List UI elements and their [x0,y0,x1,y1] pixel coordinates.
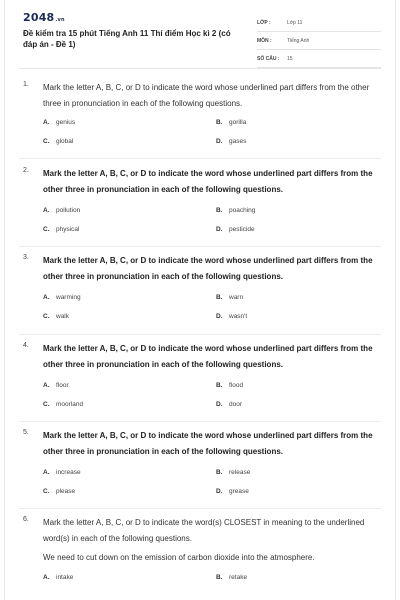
option-a[interactable] [43,207,80,214]
option-letter: C. [43,488,50,495]
question-text: Mark the letter A, B, C, or D to indicate the word whose underlined part differs from the other three in pronunciation in each of the following questions. [43,83,370,108]
option-text: gases [229,138,247,145]
option-letter: A. [43,119,50,126]
option-text: gorilla [229,119,247,126]
option-b[interactable] [216,574,247,581]
question-text: Mark the letter A, B, C, or D to indicate the word whose underlined part differs from the other three in pronunciation in each of the following questions. [43,344,373,369]
question-divider [19,246,381,247]
question-divider [19,158,381,159]
option-text: wasn't [229,313,248,320]
option-text: increase [56,469,81,476]
option-a[interactable] [43,469,81,476]
option-d[interactable] [216,313,247,320]
question-divider [19,334,381,335]
option-d[interactable] [216,138,246,145]
question-text: Mark the letter A, B, C, or D to indicate the word whose underlined part differs from the other three in pronunciation in each of the following questions. [43,431,373,456]
option-a[interactable] [43,382,69,389]
option-c[interactable] [43,488,75,495]
option-b[interactable] [216,469,250,476]
question-5 [23,428,373,509]
document-header [5,0,395,68]
options [43,574,373,588]
option-b[interactable] [216,382,243,389]
options [43,469,373,509]
option-text: intake [56,574,74,581]
option-letter: C. [43,226,50,233]
option-text: grease [229,488,249,495]
option-letter: B. [216,294,223,301]
option-letter: D. [216,488,223,495]
question-text: Mark the letter A, B, C, or D to indicate the word whose underlined part differs from the other three in pronunciation in each of the following questions. [43,256,373,281]
option-letter: A. [43,294,50,301]
option-letter: A. [43,469,50,476]
option-letter: D. [216,138,223,145]
option-letter: C. [43,138,50,145]
meta-key: SỐ CÂU : [257,55,280,62]
meta-info [257,14,381,68]
question-number: 1. [23,81,29,88]
option-text: genius [56,119,76,126]
meta-value: 15 [287,55,293,62]
question-number: 2. [23,167,29,174]
option-text: global [56,138,74,145]
option-c[interactable] [43,401,83,408]
option-text: door [229,401,243,408]
question-text: Mark the letter A, B, C, or D to indicate the word(s) CLOSEST in meaning to the underlined word(s) in each of the following questions. [43,518,365,543]
option-letter: A. [43,382,50,389]
options [43,382,373,422]
option-letter: D. [216,401,223,408]
option-text: walk [56,313,70,320]
option-letter: B. [216,119,223,126]
option-b[interactable] [216,119,246,126]
option-letter: D. [216,226,223,233]
option-letter: D. [216,313,223,320]
question-6 [23,515,373,588]
document-title: Đề kiểm tra 15 phút Tiếng Anh 11 Thí điểm Học kì 2 (có đáp án - Đề 1) [23,29,231,49]
option-letter: B. [216,207,223,214]
exam-page [4,0,396,600]
question-divider [19,421,381,422]
question-1 [23,80,373,159]
option-c[interactable] [43,138,73,145]
meta-value: Lớp 11 [287,19,303,26]
option-c[interactable] [43,226,79,233]
option-letter: A. [43,574,50,581]
options [43,207,373,247]
option-text: poaching [229,207,256,214]
options [43,294,373,334]
question-number: 5. [23,429,29,436]
header-divider [19,68,381,69]
meta-key: LỚP : [257,19,271,26]
option-text: moorland [56,401,84,408]
option-text: warming [56,294,81,301]
site-logo[interactable] [23,11,65,24]
option-a[interactable] [43,574,73,581]
question-sentence: We need to cut down on the emission of carbon dioxide into the atmosphere. [43,553,315,562]
question-number: 3. [23,254,29,261]
option-d[interactable] [216,488,249,495]
meta-key: MÔN : [257,37,272,44]
question-2 [23,166,373,247]
option-text: retake [229,574,248,581]
option-c[interactable] [43,313,69,320]
option-d[interactable] [216,226,255,233]
option-text: flood [229,382,244,389]
option-b[interactable] [216,207,255,214]
question-number: 4. [23,342,29,349]
option-d[interactable] [216,401,242,408]
option-b[interactable] [216,294,243,301]
option-text: pesticide [229,226,255,233]
logo-suffix: .vn [55,17,65,23]
meta-value: Tiếng Anh [287,37,310,44]
question-3 [23,253,373,334]
option-letter: B. [216,469,223,476]
option-text: physical [56,226,80,233]
option-letter: B. [216,382,223,389]
option-letter: C. [43,401,50,408]
question-divider [19,508,381,509]
option-text: release [229,469,251,476]
option-text: warn [229,294,244,301]
question-text: Mark the letter A, B, C, or D to indicate the word whose underlined part differs from the other three in pronunciation in each of the following questions. [43,169,373,194]
options [43,119,373,159]
option-letter: A. [43,207,50,214]
meta-row-class [257,14,381,32]
option-letter: B. [216,574,223,581]
logo-text: 2048 [23,11,55,24]
option-letter: C. [43,313,50,320]
meta-row-subject [257,32,381,50]
option-a[interactable] [43,119,75,126]
meta-row-count [257,50,381,68]
option-text: please [56,488,76,495]
question-4 [23,341,373,422]
option-a[interactable] [43,294,81,301]
option-text: pollution [56,207,81,214]
question-number: 6. [23,516,29,523]
option-text: floor [56,382,69,389]
